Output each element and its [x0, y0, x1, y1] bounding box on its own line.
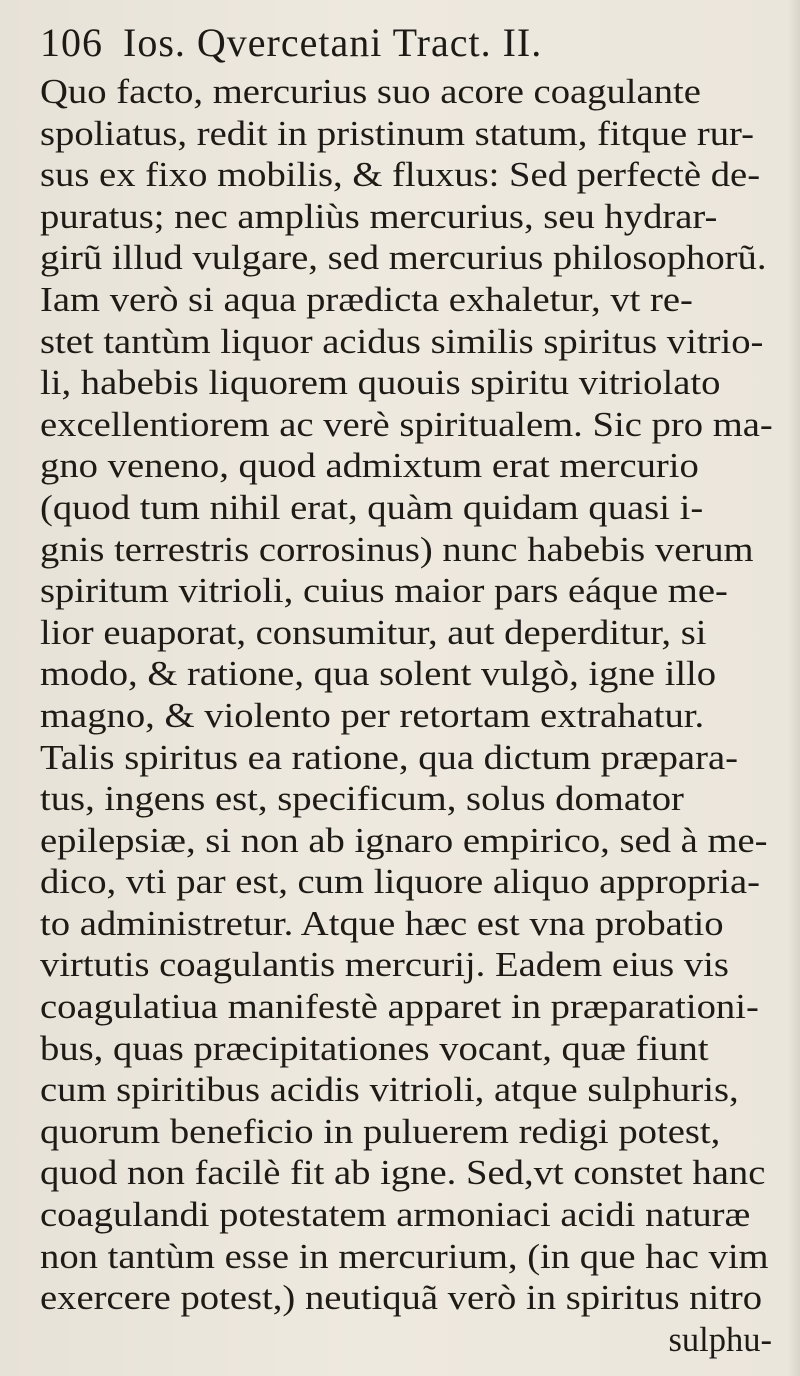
catchword: sulphu- [668, 1320, 772, 1359]
text-line: quorum beneficio in puluerem redigi potest, [40, 1112, 721, 1151]
text-line: modo, & ratione, qua solent vulgò, igne illo [40, 655, 717, 694]
page-header [40, 14, 780, 72]
text-line: Quo facto, mercurius suo acore coagulante [40, 73, 701, 111]
text-line: spiritum vitrioli, cuius maior pars eáque me- [40, 572, 728, 611]
page-number: 106 [40, 20, 103, 65]
text-line: sus ex fixo mobilis, & fluxus: Sed perfectè de- [40, 156, 761, 195]
text-line: dico, vti par est, cum liquore aliquo appropria- [40, 863, 761, 902]
text-line: bus, quas præcipitationes vocant, quæ fiunt [40, 1029, 709, 1068]
text-line: quod non facilè fit ab igne. Sed,vt constet hanc [40, 1154, 766, 1193]
text-line: gnis terrestris corrosinus) nunc habebis verum [40, 530, 754, 569]
text-line: magno, & violento per retortam extrahatur. [40, 696, 705, 735]
text-line: coagulatiua manifestè apparet in præparationi- [40, 988, 759, 1027]
text-line: lior euaporat, consumitur, aut deperditur, si [40, 613, 707, 652]
text-line: gno veneno, quod admixtum erat mercurio [40, 447, 699, 486]
text-line: li, habebis liquorem quouis spiritu vitriolato [40, 364, 721, 403]
text-line: puratus; nec ampliùs mercurius, seu hydrar- [40, 197, 718, 236]
text-line: (quod tum nihil erat, quàm quidam quasi i- [40, 488, 704, 527]
text-line: Talis spiritus ea ratione, qua dictum præpara- [40, 738, 738, 777]
text-line: exercere potest,) neutiquã verò in spiritus nitro [40, 1279, 763, 1318]
text-body [40, 72, 780, 1361]
text-line: cum spiritibus acidis vitrioli, atque sulphuris, [40, 1071, 739, 1110]
text-line: excellentiorem ac verè spiritualem. Sic pro ma- [40, 405, 773, 444]
text-line: virtutis coagulantis mercurij. Eadem eius vis [40, 946, 729, 985]
text-line: girũ illud vulgare, sed mercurius philosophorũ. [40, 239, 767, 278]
text-line: spoliatus, redit in pristinum statum, fitque rur- [40, 114, 754, 153]
running-head: Ios. Qvercetani Tract. II. [123, 20, 543, 65]
text-line: epilepsiæ, si non ab ignaro empirico, sed à me- [40, 821, 768, 860]
text-line: stet tantùm liquor acidus similis spiritus vitrio- [40, 322, 764, 361]
text-line: to administretur. Atque hæc est vna probatio [40, 904, 724, 943]
text-line: non tantùm esse in mercurium, (in que hac vim [40, 1237, 769, 1276]
text-line: coagulandi potestatem armoniaci acidi naturæ [40, 1196, 751, 1235]
page-edge-shadow [788, 0, 800, 1376]
text-line: tus, ingens est, specificum, solus domator [40, 780, 684, 819]
text-line: Iam verò si aqua prædicta exhaletur, vt re- [40, 280, 693, 319]
